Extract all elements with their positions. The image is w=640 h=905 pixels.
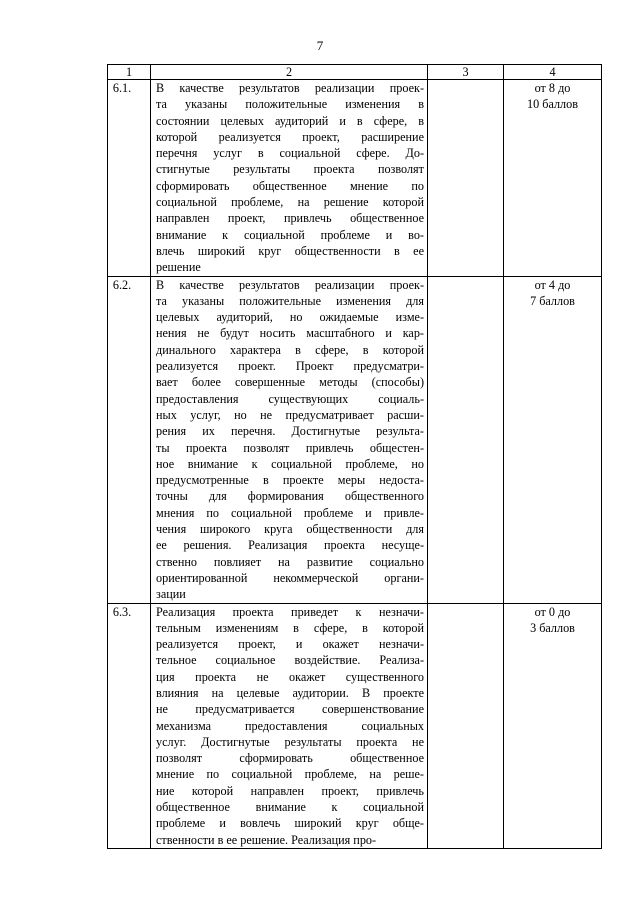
description-line: ее решения. Реализация проекта несуще- — [156, 538, 424, 553]
criterion-description — [151, 80, 428, 277]
page-number: 7 — [316, 38, 324, 53]
description-line: состоянии целевых аудиторий и в сфере, в — [156, 113, 424, 128]
description-line: сформировать общественное мнение по — [156, 178, 424, 193]
description-line: механизма предоставления социальных — [156, 718, 424, 733]
description-line: рения их перечня. Достигнутые результа- — [156, 424, 424, 439]
description-line: позволят сформировать общественное — [156, 751, 424, 766]
description-line: реализуется проект. Проект предусматри- — [156, 359, 424, 374]
score-line: 10 баллов — [527, 97, 578, 112]
score-line: 3 баллов — [530, 620, 575, 635]
description-line: ственности в ее решение. Реализация про- — [156, 832, 377, 847]
description-line: целевых аудиторий, но ожидаемые изме- — [156, 310, 424, 325]
column-header-4: 4 — [504, 65, 602, 80]
table-body — [108, 80, 602, 849]
description-line: услуг. Достигнутые результаты проекта не — [156, 734, 424, 749]
score-line: от 8 до — [534, 81, 571, 95]
column-header-3: 3 — [428, 65, 504, 80]
description-line: динального характера в сфере, в которой — [156, 342, 424, 357]
description-line: та указаны положительные изменения для — [156, 293, 424, 308]
description-line: мнения по социальной проблеме и привле- — [156, 505, 424, 520]
description-line: ты проекта позволят привлечь общестен- — [156, 440, 424, 455]
score-line: от 4 до — [534, 277, 571, 292]
description-line: не предусматривается совершенствование — [156, 702, 424, 717]
description-line: ственно повлияет на развитие социально — [156, 554, 424, 569]
criterion-number: 6.1. — [108, 80, 151, 277]
description-line: влияния на целевые аудитории. В проекте — [156, 685, 424, 700]
description-line: направлен проект, привлечь общественное — [156, 211, 424, 226]
criteria-table — [107, 64, 602, 849]
table-row — [108, 276, 602, 603]
score-line: от 0 до — [534, 604, 571, 619]
table-row — [108, 603, 602, 848]
score-range — [504, 276, 602, 603]
score-line: 7 баллов — [530, 293, 575, 308]
criterion-description — [151, 603, 428, 848]
description-line: ние которой направлен проект, привлечь — [156, 783, 424, 798]
description-line: Реализация проекта приведет к незначи- — [156, 604, 424, 619]
description-line: которой реализуется проект, расширение — [156, 129, 424, 144]
description-line: социальной проблеме, на решение которой — [156, 195, 424, 210]
description-line: перечня услуг в социальной сфере. До- — [156, 146, 424, 161]
description-line: общественное внимание к социальной — [156, 800, 424, 815]
description-line: чения широкого круга общественности для — [156, 522, 424, 537]
description-line: ориентированной некоммерческой органи- — [156, 570, 424, 585]
criterion-number: 6.3. — [108, 603, 151, 848]
column-3-cell — [428, 276, 504, 603]
table-row — [108, 80, 602, 277]
description-line: стигнутые результаты проекта позволят — [156, 162, 424, 177]
score-range — [504, 80, 602, 277]
description-line: влечь широкий круг общественности в ее — [156, 243, 424, 258]
score-range — [504, 603, 602, 848]
description-line: нения не будут носить масштабного и кар- — [156, 326, 424, 341]
description-line: предусмотренные в проекте меры недоста- — [156, 473, 424, 488]
description-line: тельное социальное воздействие. Реализа- — [156, 653, 424, 668]
description-line: решение — [156, 260, 201, 275]
description-line: В качестве результатов реализации проек- — [156, 277, 424, 292]
column-3-cell — [428, 80, 504, 277]
description-line: предоставления существующих социаль- — [156, 391, 424, 406]
description-line: точны для формирования общественного — [156, 489, 424, 504]
criterion-description — [151, 276, 428, 603]
description-line: ция проекта не окажет существенного — [156, 669, 424, 684]
column-header-2: 2 — [151, 65, 428, 80]
description-line: реализуется проект, и окажет незначи- — [156, 637, 424, 652]
description-line: мнение по социальной проблеме, на реше- — [156, 767, 424, 782]
column-header-1: 1 — [108, 65, 151, 80]
description-line: В качестве результатов реализации проек- — [156, 81, 424, 95]
criterion-number: 6.2. — [108, 276, 151, 603]
description-line: ных услуг, но не предусматривает расши- — [156, 407, 424, 422]
description-line: зации — [156, 587, 186, 602]
description-line: та указаны положительные изменения в — [156, 97, 424, 112]
column-3-cell — [428, 603, 504, 848]
description-line: ное внимание к социальной проблеме, но — [156, 456, 424, 471]
description-line: тельным изменениям в сфере, в которой — [156, 620, 424, 635]
description-line: вает более совершенные методы (способы) — [156, 375, 424, 390]
table-header-row — [108, 65, 602, 80]
description-line: внимание к социальной проблеме и во- — [156, 227, 424, 242]
description-line: проблеме и вовлечь широкий круг обще- — [156, 816, 424, 831]
